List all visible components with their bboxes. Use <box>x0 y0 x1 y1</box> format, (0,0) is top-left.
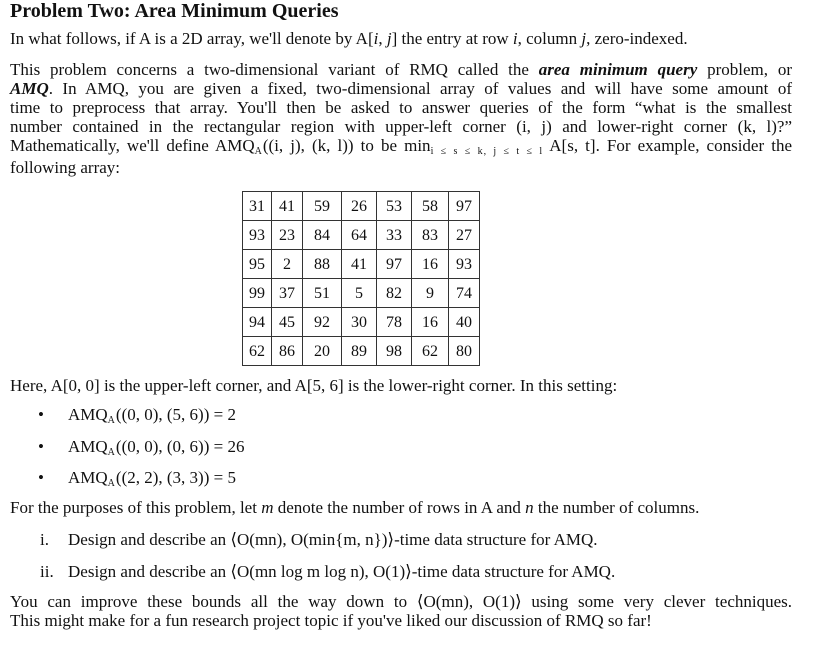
query-args: ((0, 0), (5, 6)) = 2 <box>115 405 236 424</box>
subscript: A <box>107 415 116 426</box>
table-cell: 86 <box>272 337 303 366</box>
intro-text: , zero-indexed. <box>586 29 688 48</box>
term-amq: AMQ <box>10 79 49 98</box>
dimensions-paragraph <box>10 498 792 517</box>
table-cell: 88 <box>303 250 342 279</box>
intro-paragraph <box>10 29 792 48</box>
table-cell: 83 <box>412 221 449 250</box>
var-m: m <box>261 498 274 517</box>
bullet-icon: • <box>38 405 44 424</box>
problem-description <box>10 60 792 177</box>
table-cell: 53 <box>377 192 412 221</box>
corner-explanation: Here, A[0, 0] is the upper-left corner, and A[5, 6] is the lower-right corner. In this setting: <box>10 376 618 395</box>
problem-title: Problem Two: Area Minimum Queries <box>10 0 339 22</box>
table-cell: 26 <box>342 192 377 221</box>
table-cell: 40 <box>449 308 480 337</box>
description-line: following array: <box>10 158 120 177</box>
table-cell: 45 <box>272 308 303 337</box>
table-row <box>243 279 480 308</box>
table-cell: 58 <box>412 192 449 221</box>
table-cell: 94 <box>243 308 272 337</box>
description-line <box>10 79 792 98</box>
table-cell: 84 <box>303 221 342 250</box>
subscript: i ≤ s ≤ k, j ≤ t ≤ l <box>430 146 544 157</box>
table-cell: 16 <box>412 308 449 337</box>
intro-var-j: j <box>581 29 587 48</box>
intro-text: ] the entry at row <box>391 29 513 48</box>
intro-text: , <box>378 29 387 48</box>
description-line: time to preprocess that array. You'll then be asked to answer queries of the form “what is the smallest <box>10 98 792 117</box>
table-row <box>243 250 480 279</box>
task-text: Design and describe an ⟨O(mn log m log n), O(1)⟩-time data structure for AMQ. <box>68 562 616 581</box>
description-text: . In AMQ, you are given a fixed, two-dimensional array of values and will have some amount of <box>48 79 792 98</box>
table-cell: 62 <box>412 337 449 366</box>
table-cell: 59 <box>303 192 342 221</box>
table-cell: 23 <box>272 221 303 250</box>
table-cell: 37 <box>272 279 303 308</box>
table-cell: 97 <box>377 250 412 279</box>
closing-line: You can improve these bounds all the way down to ⟨O(mn), O(1)⟩ using some very clever techniques. <box>10 592 792 611</box>
table-cell: 97 <box>449 192 480 221</box>
subscript: A <box>107 478 116 489</box>
table-cell: 5 <box>342 279 377 308</box>
var-n: n <box>525 498 534 517</box>
subscript: A <box>107 447 116 458</box>
description-line <box>10 136 792 158</box>
table-cell: 41 <box>342 250 377 279</box>
description-text: Mathematically, we'll define AMQ <box>10 136 255 155</box>
term-area-minimum-query: area minimum query <box>538 60 698 79</box>
table-cell: 93 <box>449 250 480 279</box>
bullet-icon: • <box>38 468 44 487</box>
description-text: This problem concerns a two-dimensional variant of RMQ called the <box>10 60 539 79</box>
table-cell: 2 <box>272 250 303 279</box>
table-row <box>243 192 480 221</box>
table-cell: 82 <box>377 279 412 308</box>
description-text: problem, or <box>697 60 792 79</box>
table-cell: 30 <box>342 308 377 337</box>
table-cell: 98 <box>377 337 412 366</box>
query-text <box>68 405 236 427</box>
table-cell: 92 <box>303 308 342 337</box>
table-cell: 80 <box>449 337 480 366</box>
subscript: A <box>254 146 263 157</box>
description-line: number contained in the rectangular region with upper-left corner (i, j) and lower-right corner (k, l)?” <box>10 117 792 136</box>
query-args: ((0, 0), (0, 6)) = 26 <box>115 437 245 456</box>
query-text <box>68 437 244 459</box>
table-cell: 89 <box>342 337 377 366</box>
description-text: A[s, t]. For example, consider the <box>543 136 792 155</box>
task-number: i. <box>40 530 49 549</box>
table-cell: 27 <box>449 221 480 250</box>
table-cell: 62 <box>243 337 272 366</box>
table-cell: 78 <box>377 308 412 337</box>
intro-text: In what follows, if A is a 2D array, we'll denote by A[ <box>10 29 374 48</box>
intro-var-j: j <box>386 29 392 48</box>
description-line <box>10 60 792 79</box>
intro-text: , column <box>517 29 582 48</box>
intro-var-i: i <box>373 29 379 48</box>
table-cell: 51 <box>303 279 342 308</box>
task-number: ii. <box>40 562 54 581</box>
example-array-table <box>242 191 480 366</box>
table-cell: 93 <box>243 221 272 250</box>
table-cell: 99 <box>243 279 272 308</box>
task-text: Design and describe an ⟨O(mn), O(min{m, n})⟩-time data structure for AMQ. <box>68 530 598 549</box>
query-name: AMQ <box>68 468 108 487</box>
query-args: ((2, 2), (3, 3)) = 5 <box>115 468 236 487</box>
table-cell: 41 <box>272 192 303 221</box>
table-cell: 95 <box>243 250 272 279</box>
table-cell: 9 <box>412 279 449 308</box>
table-cell: 20 <box>303 337 342 366</box>
paragraph-text: For the purposes of this problem, let <box>10 498 262 517</box>
table-cell: 16 <box>412 250 449 279</box>
query-text <box>68 468 236 490</box>
table-cell: 64 <box>342 221 377 250</box>
table-row <box>243 337 480 366</box>
bullet-icon: • <box>38 437 44 456</box>
table-cell: 33 <box>377 221 412 250</box>
intro-var-i: i <box>512 29 518 48</box>
closing-paragraph <box>10 592 792 630</box>
table-cell: 74 <box>449 279 480 308</box>
paragraph-text: the number of columns. <box>533 498 700 517</box>
query-name: AMQ <box>68 437 108 456</box>
query-name: AMQ <box>68 405 108 424</box>
table-row <box>243 221 480 250</box>
description-text: ((i, j), (k, l)) to be min <box>262 136 431 155</box>
closing-line: This might make for a fun research project topic if you've liked our discussion of RMQ so far! <box>10 611 652 630</box>
table-cell: 31 <box>243 192 272 221</box>
table-row <box>243 308 480 337</box>
paragraph-text: denote the number of rows in A and <box>273 498 526 517</box>
